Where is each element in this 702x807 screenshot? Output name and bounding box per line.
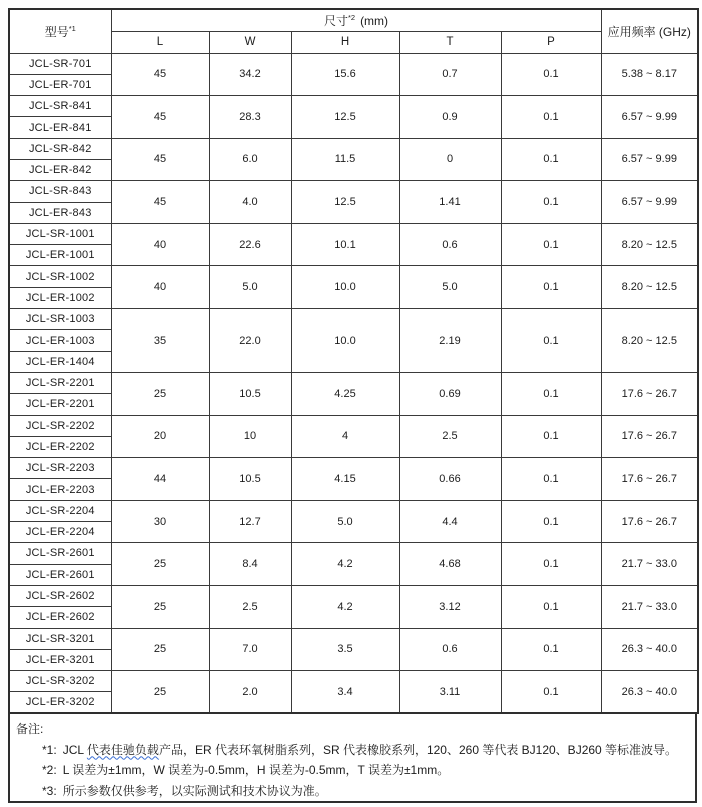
model-cell: JCL-SR-2601 — [9, 543, 111, 564]
freq-range-cell: 6.57 ~ 9.99 — [601, 181, 698, 224]
dim-H-cell: 4.25 — [291, 372, 399, 415]
dim-H-cell: 3.4 — [291, 671, 399, 714]
dim-W-cell: 5.0 — [209, 266, 291, 309]
dim-W-cell: 2.5 — [209, 585, 291, 628]
table-body — [9, 53, 698, 713]
model-cell: JCL-SR-2202 — [9, 415, 111, 436]
dim-L-cell: 35 — [111, 309, 209, 373]
freq-range-cell: 17.6 ~ 26.7 — [601, 458, 698, 501]
model-cell: JCL-SR-843 — [9, 181, 111, 202]
dim-H-cell: 12.5 — [291, 96, 399, 139]
table-row — [9, 309, 698, 330]
dim-L-cell: 40 — [111, 223, 209, 266]
dim-W-cell: 10 — [209, 415, 291, 458]
model-cell: JCL-SR-2203 — [9, 458, 111, 479]
header-dim-H: H — [291, 31, 399, 53]
note-1-text-spellcheck: 代表佳驰负载 — [86, 742, 159, 757]
dim-T-cell: 0.69 — [399, 372, 501, 415]
dim-H-cell: 5.0 — [291, 500, 399, 543]
dim-W-cell: 6.0 — [209, 138, 291, 181]
dim-H-cell: 4.2 — [291, 585, 399, 628]
spec-table — [8, 8, 699, 714]
header-dim-L: L — [111, 31, 209, 53]
model-cell: JCL-ER-841 — [9, 117, 111, 138]
dim-W-cell: 2.0 — [209, 671, 291, 714]
note-3-text: 所示参数仅供参考，以实际测试和技术协议为准。 — [62, 783, 327, 798]
model-cell: JCL-SR-841 — [9, 96, 111, 117]
dim-H-cell: 4.15 — [291, 458, 399, 501]
notes-section — [8, 714, 697, 803]
model-cell: JCL-ER-1404 — [9, 351, 111, 372]
note-1-label: *1: — [42, 742, 57, 757]
dim-L-cell: 25 — [111, 671, 209, 714]
dim-T-cell: 0.7 — [399, 53, 501, 96]
model-cell: JCL-SR-2201 — [9, 372, 111, 393]
note-1-text-post: 产品，ER 代表环氧树脂系列，SR 代表橡胶系列，120、260 等代表 BJ120、BJ260 等标准波导。 — [158, 742, 678, 757]
model-cell: JCL-SR-701 — [9, 53, 111, 74]
dim-T-cell: 0 — [399, 138, 501, 181]
model-cell: JCL-SR-3201 — [9, 628, 111, 649]
freq-range-cell: 17.6 ~ 26.7 — [601, 500, 698, 543]
dim-L-cell: 45 — [111, 181, 209, 224]
table-row — [9, 543, 698, 564]
model-cell: JCL-ER-2203 — [9, 479, 111, 500]
note-1 — [16, 740, 687, 761]
model-cell: JCL-ER-2602 — [9, 607, 111, 628]
dim-P-cell: 0.1 — [501, 415, 601, 458]
model-cell: JCL-SR-1001 — [9, 223, 111, 244]
freq-range-cell: 6.57 ~ 9.99 — [601, 138, 698, 181]
dim-T-cell: 1.41 — [399, 181, 501, 224]
dim-P-cell: 0.1 — [501, 458, 601, 501]
dim-H-cell: 10.0 — [291, 309, 399, 373]
freq-range-cell: 26.3 ~ 40.0 — [601, 671, 698, 714]
header-dim-W: W — [209, 31, 291, 53]
freq-range-cell: 17.6 ~ 26.7 — [601, 415, 698, 458]
model-cell: JCL-ER-2601 — [9, 564, 111, 585]
model-cell: JCL-ER-701 — [9, 74, 111, 95]
dim-T-cell: 2.19 — [399, 309, 501, 373]
table-row — [9, 96, 698, 117]
dim-T-cell: 0.6 — [399, 223, 501, 266]
model-cell: JCL-SR-2204 — [9, 500, 111, 521]
dim-P-cell: 0.1 — [501, 543, 601, 586]
model-cell: JCL-SR-1003 — [9, 309, 111, 330]
header-freq-cell: 应用频率 (GHz) — [601, 9, 698, 53]
dim-L-cell: 25 — [111, 628, 209, 671]
dim-W-cell: 4.0 — [209, 181, 291, 224]
model-cell: JCL-ER-1003 — [9, 330, 111, 351]
model-cell: JCL-ER-2201 — [9, 394, 111, 415]
table-row — [9, 138, 698, 159]
table-row — [9, 628, 698, 649]
table-row — [9, 500, 698, 521]
dim-P-cell: 0.1 — [501, 628, 601, 671]
dim-H-cell: 4 — [291, 415, 399, 458]
table-row — [9, 53, 698, 74]
model-cell: JCL-ER-2202 — [9, 436, 111, 457]
freq-range-cell: 21.7 ~ 33.0 — [601, 543, 698, 586]
dim-W-cell: 22.0 — [209, 309, 291, 373]
dim-T-cell: 5.0 — [399, 266, 501, 309]
model-cell: JCL-ER-3201 — [9, 649, 111, 670]
note-2-text: L 误差为±1mm，W 误差为-0.5mm，H 误差为-0.5mm，T 误差为±1mm。 — [62, 763, 450, 778]
dim-P-cell: 0.1 — [501, 309, 601, 373]
dim-W-cell: 10.5 — [209, 458, 291, 501]
dim-L-cell: 25 — [111, 372, 209, 415]
notes-title: 备注: — [16, 722, 44, 737]
table-row — [9, 458, 698, 479]
header-row-2 — [9, 31, 698, 53]
header-dim-T: T — [399, 31, 501, 53]
dim-W-cell: 10.5 — [209, 372, 291, 415]
dim-T-cell: 0.66 — [399, 458, 501, 501]
dim-P-cell: 0.1 — [501, 181, 601, 224]
freq-range-cell: 17.6 ~ 26.7 — [601, 372, 698, 415]
header-row-1 — [9, 9, 698, 31]
dim-H-cell: 15.6 — [291, 53, 399, 96]
model-cell: JCL-SR-842 — [9, 138, 111, 159]
dim-L-cell: 44 — [111, 458, 209, 501]
dim-T-cell: 3.11 — [399, 671, 501, 714]
header-size-label: 尺寸 — [323, 13, 348, 28]
dim-P-cell: 0.1 — [501, 372, 601, 415]
header-model-footnote-marker: *1 — [68, 23, 76, 33]
dim-P-cell: 0.1 — [501, 223, 601, 266]
freq-range-cell: 8.20 ~ 12.5 — [601, 266, 698, 309]
dim-T-cell: 0.6 — [399, 628, 501, 671]
header-size-unit: (mm) — [360, 13, 389, 28]
dim-P-cell: 0.1 — [501, 96, 601, 139]
dim-H-cell: 11.5 — [291, 138, 399, 181]
model-cell: JCL-ER-1001 — [9, 245, 111, 266]
model-cell: JCL-SR-3202 — [9, 671, 111, 692]
dim-W-cell: 7.0 — [209, 628, 291, 671]
model-cell: JCL-ER-3202 — [9, 692, 111, 713]
table-row — [9, 415, 698, 436]
freq-range-cell: 6.57 ~ 9.99 — [601, 96, 698, 139]
header-dim-P: P — [501, 31, 601, 53]
dim-P-cell: 0.1 — [501, 53, 601, 96]
model-cell: JCL-ER-2204 — [9, 522, 111, 543]
dim-T-cell: 4.68 — [399, 543, 501, 586]
header-model-label: 型号 — [44, 24, 69, 39]
dim-W-cell: 22.6 — [209, 223, 291, 266]
dim-P-cell: 0.1 — [501, 138, 601, 181]
dim-H-cell: 12.5 — [291, 181, 399, 224]
table-row — [9, 181, 698, 202]
model-cell: JCL-ER-1002 — [9, 287, 111, 308]
freq-range-cell: 21.7 ~ 33.0 — [601, 585, 698, 628]
dim-L-cell: 45 — [111, 53, 209, 96]
dim-H-cell: 10.0 — [291, 266, 399, 309]
dim-W-cell: 28.3 — [209, 96, 291, 139]
note-1-text-pre: JCL — [62, 742, 87, 757]
freq-range-cell: 5.38 ~ 8.17 — [601, 53, 698, 96]
dim-L-cell: 25 — [111, 585, 209, 628]
model-cell: JCL-SR-2602 — [9, 585, 111, 606]
dim-L-cell: 40 — [111, 266, 209, 309]
dim-T-cell: 2.5 — [399, 415, 501, 458]
model-cell: JCL-ER-843 — [9, 202, 111, 223]
table-row — [9, 223, 698, 244]
note-3-label: *3: — [42, 783, 57, 798]
dim-L-cell: 25 — [111, 543, 209, 586]
dim-H-cell: 4.2 — [291, 543, 399, 586]
freq-range-cell: 8.20 ~ 12.5 — [601, 309, 698, 373]
header-model-cell — [9, 9, 111, 53]
dim-L-cell: 45 — [111, 96, 209, 139]
dim-P-cell: 0.1 — [501, 500, 601, 543]
dim-T-cell: 4.4 — [399, 500, 501, 543]
dim-L-cell: 45 — [111, 138, 209, 181]
dim-H-cell: 3.5 — [291, 628, 399, 671]
header-size-footnote-marker: *2 — [347, 12, 356, 22]
model-cell: JCL-SR-1002 — [9, 266, 111, 287]
dim-P-cell: 0.1 — [501, 671, 601, 714]
dim-P-cell: 0.1 — [501, 266, 601, 309]
dim-L-cell: 30 — [111, 500, 209, 543]
dim-P-cell: 0.1 — [501, 585, 601, 628]
dim-W-cell: 12.7 — [209, 500, 291, 543]
table-header — [9, 9, 698, 53]
table-row — [9, 671, 698, 692]
model-cell: JCL-ER-842 — [9, 159, 111, 180]
dim-T-cell: 0.9 — [399, 96, 501, 139]
note-2-label: *2: — [42, 763, 57, 778]
note-3 — [16, 781, 687, 802]
dim-T-cell: 3.12 — [399, 585, 501, 628]
table-row — [9, 266, 698, 287]
table-row — [9, 372, 698, 393]
dim-W-cell: 34.2 — [209, 53, 291, 96]
header-size-cell — [111, 9, 601, 31]
note-2 — [16, 760, 687, 781]
dim-W-cell: 8.4 — [209, 543, 291, 586]
dim-H-cell: 10.1 — [291, 223, 399, 266]
freq-range-cell: 8.20 ~ 12.5 — [601, 223, 698, 266]
freq-range-cell: 26.3 ~ 40.0 — [601, 628, 698, 671]
dim-L-cell: 20 — [111, 415, 209, 458]
table-row — [9, 585, 698, 606]
